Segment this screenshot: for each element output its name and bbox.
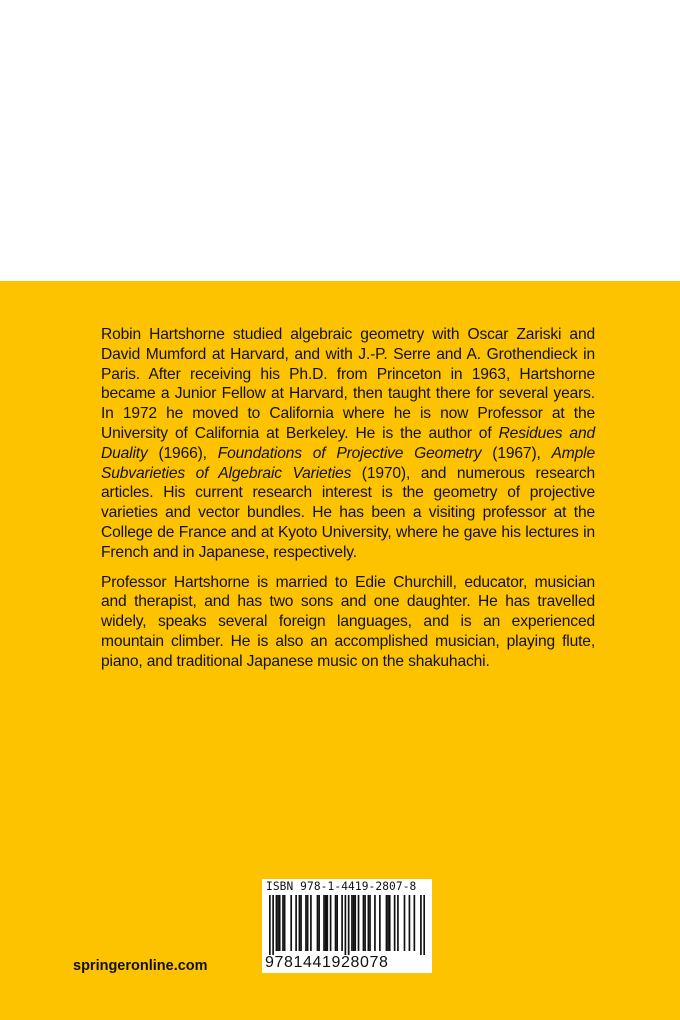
barcode-bar <box>353 895 355 951</box>
book-title: Ample Subvarieties of Algebraic Varieties <box>101 444 595 482</box>
barcode-bar <box>394 895 396 951</box>
barcode-bar <box>295 895 297 951</box>
barcode-bar <box>351 895 353 951</box>
barcode-bar <box>326 895 328 951</box>
barcode-bar <box>284 895 286 951</box>
barcode-bar <box>300 895 302 951</box>
bio-paragraph-2: Professor Hartshorne is married to Edie Churchill, educator, musician and therapist, and has two sons and one daughter. He has travelled widely, speaks several foreign languages, and is an experienced mountain climber. He is also an accomplished musician, playing flute, piano, and traditional Japanese music on the shakuhachi. <box>101 573 595 670</box>
barcode-bar <box>325 895 327 951</box>
barcode-bar <box>389 895 391 951</box>
author-biography <box>101 325 595 682</box>
barcode-bar <box>277 895 279 951</box>
barcode-bar <box>364 895 366 951</box>
barcode-bar <box>318 895 320 951</box>
barcode-bar <box>335 895 337 951</box>
book-title: Residues and Duality <box>101 424 595 462</box>
barcode-bar <box>363 895 365 951</box>
barcode-bar <box>369 895 371 951</box>
barcode-bar <box>299 895 301 951</box>
barcode-bar <box>345 895 347 955</box>
barcode-bar <box>282 895 284 951</box>
barcode-bar <box>323 895 325 951</box>
barcode-bar <box>272 895 274 955</box>
ean-digits: 9781441928078 <box>265 954 389 971</box>
bio-paragraph-1 <box>101 325 595 563</box>
barcode-bar <box>348 895 350 955</box>
barcode-bar <box>409 895 411 951</box>
barcode-bar <box>341 895 343 951</box>
isbn-text: ISBN 978-1-4419-2807-8 <box>266 880 417 893</box>
barcode-bar <box>276 895 278 951</box>
bio-text-segment: (1970), and numerous research articles. His current research interest is the geometry of projective varieties and vector bundles. He has been a visiting professor at the College de France and at Kyoto University, where he gave his lectures in French and in Japanese, respectively. <box>101 464 595 561</box>
bio-text-segment: (1966), <box>147 444 218 462</box>
publisher-website: springeronline.com <box>73 958 208 974</box>
barcode-bars <box>269 895 425 955</box>
barcode-bar <box>368 895 370 951</box>
barcode-label <box>262 879 432 973</box>
barcode-bar <box>379 895 381 951</box>
barcode-bar <box>317 895 319 951</box>
barcode-bar <box>336 895 338 951</box>
barcode-bar <box>423 895 425 955</box>
barcode-bar <box>279 895 281 951</box>
barcode-bar <box>397 895 399 951</box>
barcode-bar <box>386 895 388 951</box>
book-title: Foundations of Projective Geometry <box>217 444 482 462</box>
barcode-bar <box>404 895 406 951</box>
bio-text-segment: Robin Hartshorne studied algebraic geometry with Oscar Zariski and David Mumford at Harvard, and with J.-P. Serre and A. Grothendieck in Paris. After receiving his Ph.D. from Princeton in 1963, Hartshorne became a Junior Fellow at Harvard, then taught there for several years. In 1972 he moved to California where he is now Professor at the University of California at Berkeley. He is the author of <box>101 326 595 442</box>
barcode-bar <box>305 895 307 951</box>
barcode-bar <box>330 895 332 951</box>
barcode-bar <box>269 895 271 955</box>
barcode-bar <box>310 895 312 951</box>
barcode-bar <box>307 895 309 951</box>
barcode-bar <box>420 895 422 955</box>
barcode-bar <box>374 895 376 951</box>
top-blank-area <box>0 0 680 281</box>
barcode-bar <box>290 895 292 951</box>
barcode-bar <box>387 895 389 951</box>
barcode-bar <box>354 895 356 951</box>
barcode-bar <box>414 895 416 951</box>
barcode-bar <box>358 895 360 951</box>
bio-text-segment: (1967), <box>481 444 552 462</box>
